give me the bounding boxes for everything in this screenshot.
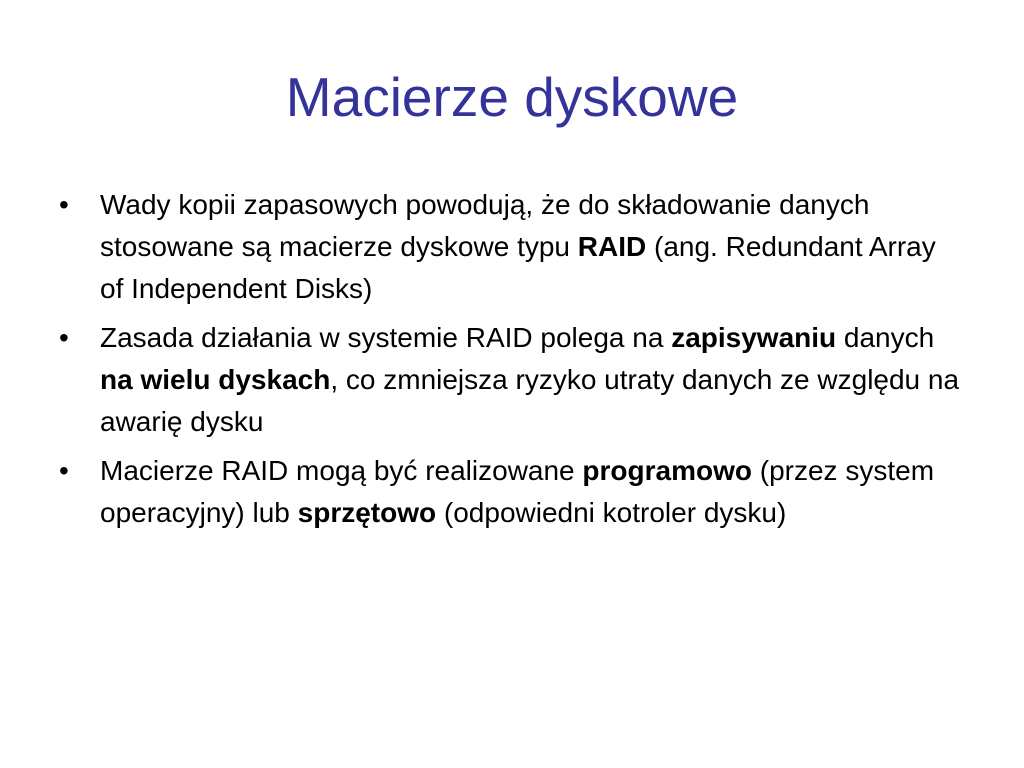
bullet-bold-text: sprzętowo: [297, 497, 437, 528]
bullet-text: danych: [836, 322, 935, 353]
bullet-bold-text: zapisywaniu: [671, 322, 837, 353]
bullet-item-raid-definition: [59, 184, 960, 310]
bullet-item-raid-principle: [59, 317, 960, 443]
bullet-icon: •: [59, 189, 69, 220]
bullet-bold-text: na wielu dyskach: [100, 364, 331, 395]
bullet-text: Macierze RAID mogą być realizowane: [100, 455, 583, 486]
bullet-text: Wady kopii zapasowych powodują, że do składowanie danych stosowane są macierze dyskowe typu: [100, 189, 870, 262]
bullet-bold-text: programowo: [582, 455, 752, 486]
bullet-bold-text: RAID: [577, 231, 647, 262]
bullet-text: Zasada działania w systemie RAID polega na: [100, 322, 672, 353]
bullet-icon: •: [59, 322, 69, 353]
bullet-list: [59, 184, 960, 541]
bullet-text: (odpowiedni kotroler dysku): [436, 497, 787, 528]
bullet-text: (ang. Redundant Array of Independent Disks): [100, 231, 936, 304]
slide-title: Macierze dyskowe: [285, 66, 739, 128]
bullet-item-raid-implementation: [59, 450, 960, 534]
bullet-text: , co zmniejsza ryzyko utraty danych ze względu na awarię dysku: [100, 364, 960, 437]
bullet-icon: •: [59, 455, 69, 486]
bullet-text: (przez system operacyjny) lub: [100, 455, 935, 528]
